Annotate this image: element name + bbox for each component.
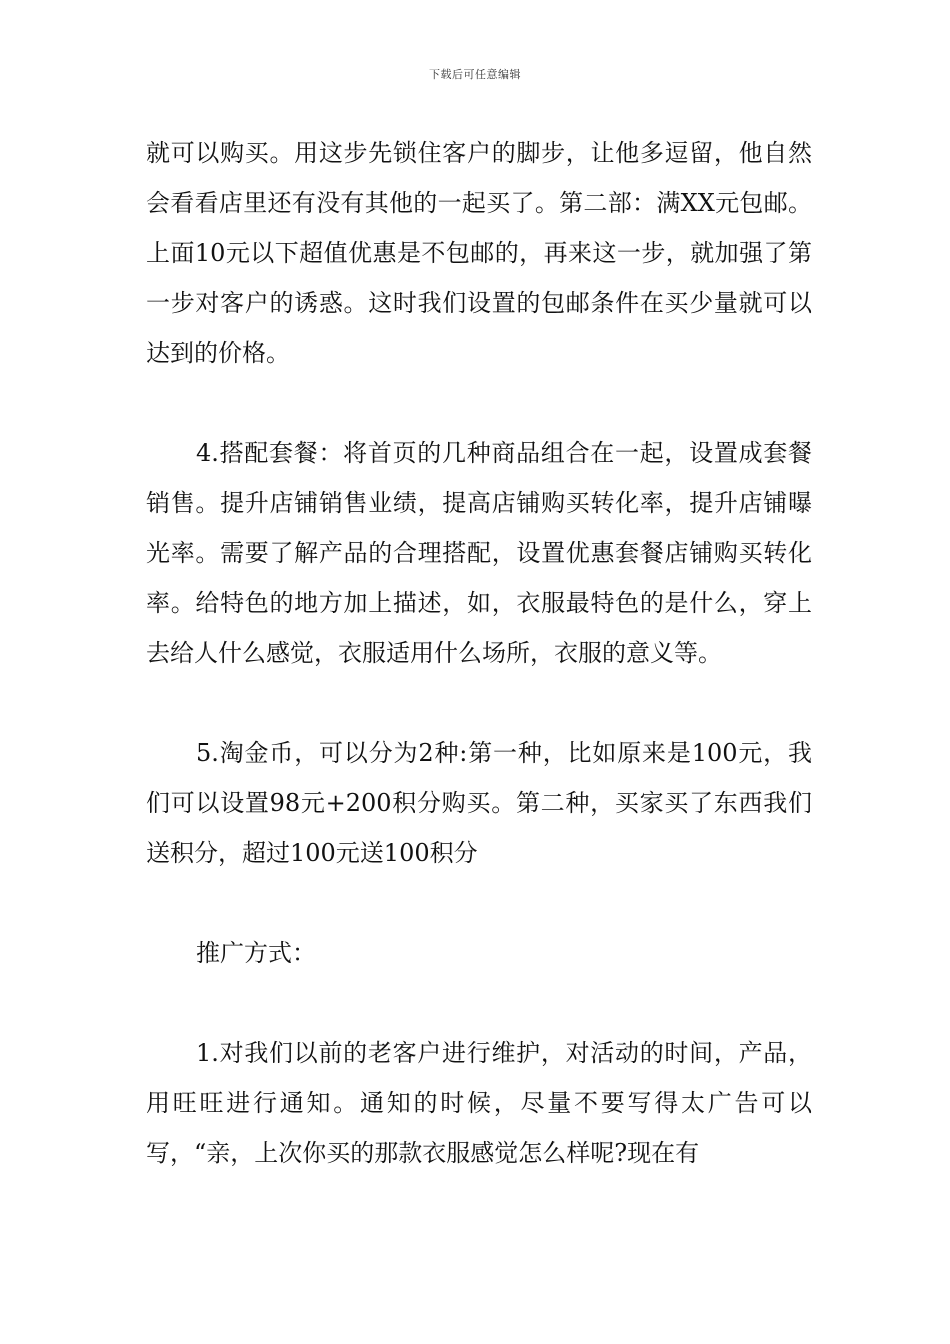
section-heading-promotion: 推广方式： xyxy=(196,939,316,967)
paragraph-gap xyxy=(146,378,812,428)
paragraph-promotion-1: 1.对我们以前的老客户进行维护，对活动的时间，产品，用旺旺进行通知。通知的时候，尽量不要写得太广告可以写，“亲，上次你买的那款衣服感觉怎么样呢?现在有 xyxy=(146,1039,812,1167)
document-body xyxy=(146,128,812,1178)
paragraph-continuation: 就可以购买。用这步先锁住客户的脚步，让他多逗留，他自然会看看店里还有没有其他的一起买了。第二部：满XX元包邮。上面10元以下超值优惠是不包邮的，再来这一步，就加强了第一步对客户的诱惑。这时我们设置的包邮条件在买少量就可以达到的价格。 xyxy=(146,139,812,367)
page-header-note: 下载后可任意编辑 xyxy=(429,68,521,81)
paragraph-gap xyxy=(146,978,812,1028)
paragraph-gap xyxy=(146,878,812,928)
paragraph-gap xyxy=(146,678,812,728)
paragraph-item-5: 5.淘金币，可以分为2种:第一种，比如原来是100元，我们可以设置98元+200积分购买。第二种，买家买了东西我们送积分，超过100元送100积分 xyxy=(146,739,812,867)
paragraph-item-4: 4.搭配套餐：将首页的几种商品组合在一起，设置成套餐销售。提升店铺销售业绩，提高店铺购买转化率，提升店铺曝光率。需要了解产品的合理搭配，设置优惠套餐店铺购买转化率。给特色的地方加上描述，如，衣服最特色的是什么，穿上去给人什么感觉，衣服适用什么场所，衣服的意义等。 xyxy=(146,439,812,667)
